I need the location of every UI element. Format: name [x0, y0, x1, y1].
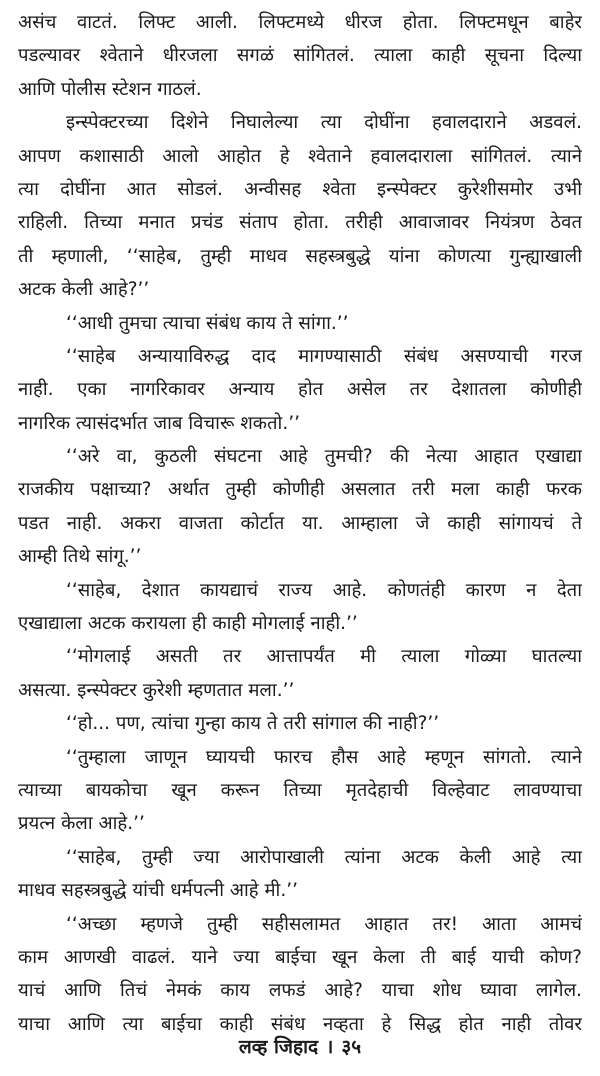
text-line: नाही. एका नागरिकावर अन्याय होत असेल तर देशातला कोणीही — [18, 379, 582, 401]
text-line: आपण कशासाठी आलो आहोत हे श्वेताने हवालदाराला सांगितलं. त्याने — [18, 145, 582, 167]
text-line: ‘‘आधी तुमचा त्याचा संबंध काय ते सांगा.’’ — [66, 312, 349, 334]
text-line: आम्ही तिथे सांगू.’’ — [18, 546, 142, 568]
text-line: माधव सहस्त्रबुद्धे यांची धर्मपत्नी आहे मी.’’ — [18, 880, 298, 902]
text-line: प्रयत्न केला आहे.’’ — [18, 813, 145, 835]
text-line: काम आणखी वाढलं. याने ज्या बाईचा खून केला ती बाई याची कोण? — [18, 946, 582, 968]
text-line: पडत नाही. अकरा वाजता कोर्टात या. आम्हाला जे काही सांगायचं ते — [18, 512, 582, 534]
footer-separator: । — [326, 1036, 334, 1058]
text-line: पडल्यावर श्वेताने धीरजला सगळं सांगितलं. त्याला काही सूचना दिल्या — [18, 45, 582, 67]
page-footer — [0, 1032, 600, 1062]
text-line: ‘‘अरे वा, कुठली संघटना आहे तुमची? की नेत्या आहात एखाद्या — [66, 446, 582, 468]
text-line: असत्या. इन्स्पेक्टर कुरेशी म्हणतात मला.’’ — [18, 679, 295, 701]
text-line: ती म्हणाली, ‘‘साहेब, तुम्ही माधव सहस्त्रबुद्धे यांना कोणत्या गुन्ह्याखाली — [18, 245, 582, 267]
text-line: ‘‘अच्छा म्हणजे तुम्ही सहीसलामत आहात तर! आता आमचं — [66, 913, 582, 935]
text-line: ‘‘साहेब अन्यायाविरुद्ध दाद मागण्यासाठी संबंध असण्याची गरज — [66, 345, 582, 367]
text-line: ‘‘साहेब, देशात कायद्याचं राज्य आहे. कोणतंही कारण न देता — [66, 579, 582, 601]
text-line: त्याच्या बायकोचा खून करून तिच्या मृतदेहाची विल्हेवाट लावण्याचा — [18, 779, 582, 801]
page-number: ३५ — [341, 1036, 362, 1058]
text-line: नागरिक त्यासंदर्भात जाब विचारू शकतो.’’ — [18, 412, 300, 434]
text-line: इन्स्पेक्टरच्या दिशेने निघालेल्या त्या दोघींना हवालदाराने अडवलं. — [66, 112, 582, 134]
text-line: त्या दोघींना आत सोडलं. अन्वीसह श्वेता इन्स्पेक्टर कुरेशीसमोर उभी — [18, 178, 582, 200]
text-line: असंच वाटतं. लिफ्ट आली. लिफ्टमध्ये धीरज होता. लिफ्टमधून बाहेर — [18, 12, 582, 33]
footer-title: लव्ह जिहाद — [238, 1036, 319, 1058]
text-line: राहिली. तिच्या मनात प्रचंड संताप होता. तरीही आवाजावर नियंत्रण ठेवत — [18, 212, 582, 234]
text-line: आणि पोलीस स्टेशन गाठलं. — [18, 78, 202, 100]
text-line: अटक केली आहे?’’ — [18, 279, 150, 301]
text-line: राजकीय पक्षाच्या? अर्थात तुम्ही कोणीही असलात तरी मला काही फरक — [18, 479, 582, 501]
body-text — [18, 6, 582, 1041]
text-line: याचा आणि त्या बाईचा काही संबंध नव्हता हे सिद्ध होत नाही तोवर — [18, 1013, 582, 1035]
text-line: ‘‘हो... पण, त्यांचा गुन्हा काय ते तरी सांगाल की नाही?’’ — [66, 713, 440, 735]
text-line: याचं आणि तिचं नेमकं काय लफडं आहे? याचा शोध घ्यावा लागेल. — [18, 980, 582, 1002]
text-line: ‘‘मोगलाई असती तर आत्तापर्यंत मी त्याला गोळ्या घातल्या — [66, 646, 582, 668]
text-line: एखाद्याला अटक करायला ही काही मोगलाई नाही.’’ — [18, 613, 358, 635]
text-line: ‘‘तुम्हाला जाणून घ्यायची फारच हौस आहे म्हणून सांगतो. त्याने — [66, 746, 582, 768]
text-line: ‘‘साहेब, तुम्ही ज्या आरोपाखाली त्यांना अटक केली आहे त्या — [66, 846, 582, 868]
